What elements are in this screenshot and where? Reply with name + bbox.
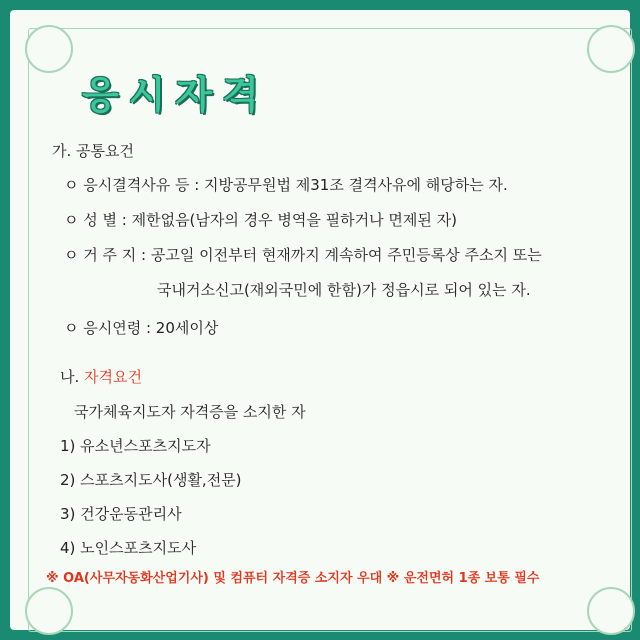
section-b-heading <box>60 366 142 387</box>
requirement-item: ㅇ 거 주 지 : 공고일 이전부터 현재까지 계속하여 주민등록상 주소지 또는 <box>64 246 542 264</box>
requirement-item: ㅇ 응시결격사유 등 : 지방공무원법 제31조 결격사유에 해당하는 자. <box>64 176 508 194</box>
qualification-item: 4) 노인스포츠지도사 <box>60 539 197 557</box>
requirement-item: ㅇ 응시연령 : 20세이상 <box>64 319 219 337</box>
qualification-item: 2) 스포츠지도사(생활,전문) <box>60 471 242 489</box>
section-b-highlight: 자격요건 <box>84 368 142 386</box>
section-b-intro: 국가체육지도자 자격증을 소지한 자 <box>74 403 306 421</box>
footnote: ※ OA(사무자동화산업기사) 및 컴퓨터 자격증 소지자 우대 ※ 운전면허 1종 보통 필수 <box>46 571 540 586</box>
section-b-prefix: 나. <box>60 368 85 386</box>
qualification-item: 1) 유소년스포츠지도자 <box>60 437 211 455</box>
page-title: 응시자격 <box>82 73 269 117</box>
qualification-item: 3) 건강운동관리사 <box>60 505 182 523</box>
requirement-item: ㅇ 성 별 : 제한없음(남자의 경우 병역을 필하거나 면제된 자) <box>64 211 457 229</box>
section-a-heading: 가. 공통요건 <box>52 142 134 160</box>
requirement-item-continued: 국내거소신고(재외국민에 한함)가 정읍시로 되어 있는 자. <box>157 281 531 299</box>
